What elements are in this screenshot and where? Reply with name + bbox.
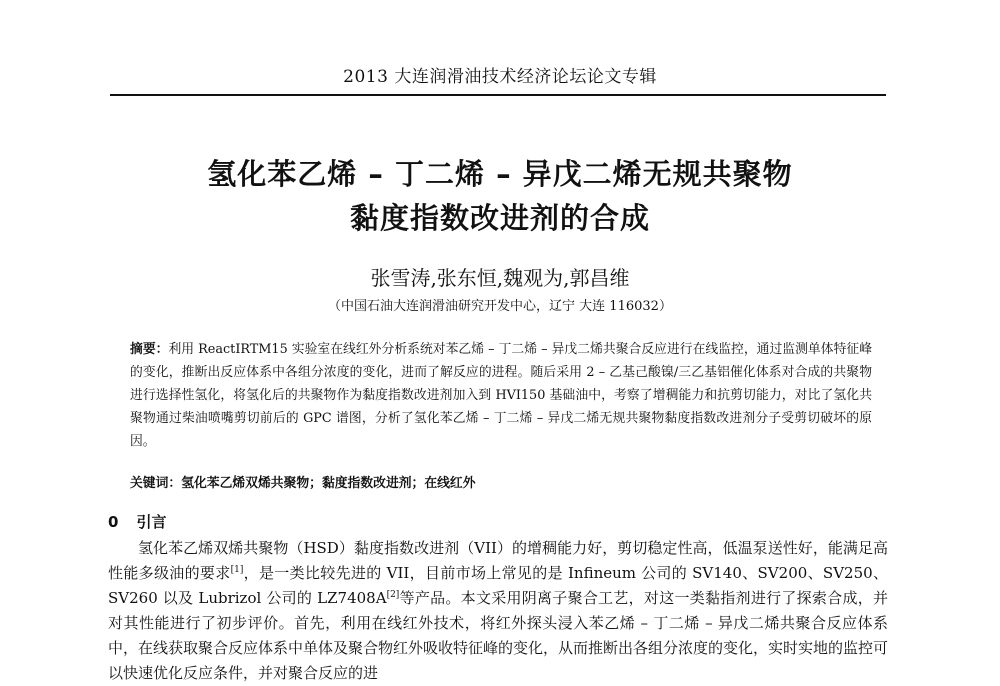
intro-paragraph bbox=[108, 536, 888, 686]
keywords bbox=[130, 472, 872, 491]
header-rule bbox=[110, 94, 886, 96]
citation-1: [1] bbox=[230, 565, 244, 575]
abstract bbox=[130, 338, 872, 453]
abstract-label: 摘要： bbox=[130, 342, 169, 357]
running-header: 2013 大连润滑油技术经济论坛论文专辑 bbox=[343, 67, 657, 87]
section-title: 引言 bbox=[136, 513, 167, 531]
section-number: 0 bbox=[108, 513, 119, 531]
keywords-text: 氢化苯乙烯双烯共聚物；黏度指数改进剂；在线红外 bbox=[181, 476, 476, 491]
affiliation: （中国石油大连润滑油研究开发中心，辽宁 大连 116032） bbox=[328, 299, 672, 314]
author-list: 张雪涛,张东恒,魏观为,郭昌维 bbox=[370, 266, 630, 290]
section-heading bbox=[108, 511, 166, 532]
paper-title-line-2: 黏度指数改进剂的合成 bbox=[349, 201, 650, 235]
keywords-label: 关键词： bbox=[130, 476, 182, 491]
intro-text-1: 氢化苯乙烯双烯共聚物（HSD）黏度指数改进剂（VII）的增稠能力好，剪切稳定性高，低温泵送性好，能满足高性能多级油的要求 bbox=[108, 539, 888, 582]
intro-text-3: 等产品。本文采用阴离子聚合工艺，对这一类黏指剂进行了探索合成，并对其性能进行了初步评价。首先，利用在线红外技术，将红外探头浸入苯乙烯 – 丁二烯 – 异戊二烯共聚合反应体系中，在线获取聚合反应体系中单体及聚合物红外吸收特征峰的变化，从而推断出各组分浓度的变化，实时实地的监控可以快速优化反应条件，并对聚合反应的进 bbox=[108, 589, 889, 682]
abstract-text: 利用 ReactIRTM15 实验室在线红外分析系统对苯乙烯 – 丁二烯 – 异戊二烯共聚合反应进行在线监控，通过监测单体特征峰的变化，推断出反应体系中各组分浓度的变化，进而了解反应的进程。随后采用 2 – 乙基己酸镍/三乙基铝催化体系对合成的共聚物进行选择性氢化，将氢化后的共聚物作为黏度指数改进剂加入到 HVI150 基础油中，考察了增稠能力和抗剪切能力，对比了氢化共聚物通过柴油喷嘴剪切前后的 GPC 谱图，分析了氢化苯乙烯 – 丁二烯 – 异戊二烯无规共聚物黏度指数改进剂分子受剪切破坏的原因。 bbox=[130, 342, 872, 449]
paper-title-line-1: 氢化苯乙烯 – 丁二烯 – 异戊二烯无规共聚物 bbox=[207, 157, 793, 191]
intro-text-2: ，是一类比较先进的 VII，目前市场上常见的是 Infineum 公司的 SV140、SV200、SV250、SV260 以及 Lubrizol 公司的 LZ7408A bbox=[108, 564, 888, 607]
citation-2: [2] bbox=[386, 590, 400, 600]
